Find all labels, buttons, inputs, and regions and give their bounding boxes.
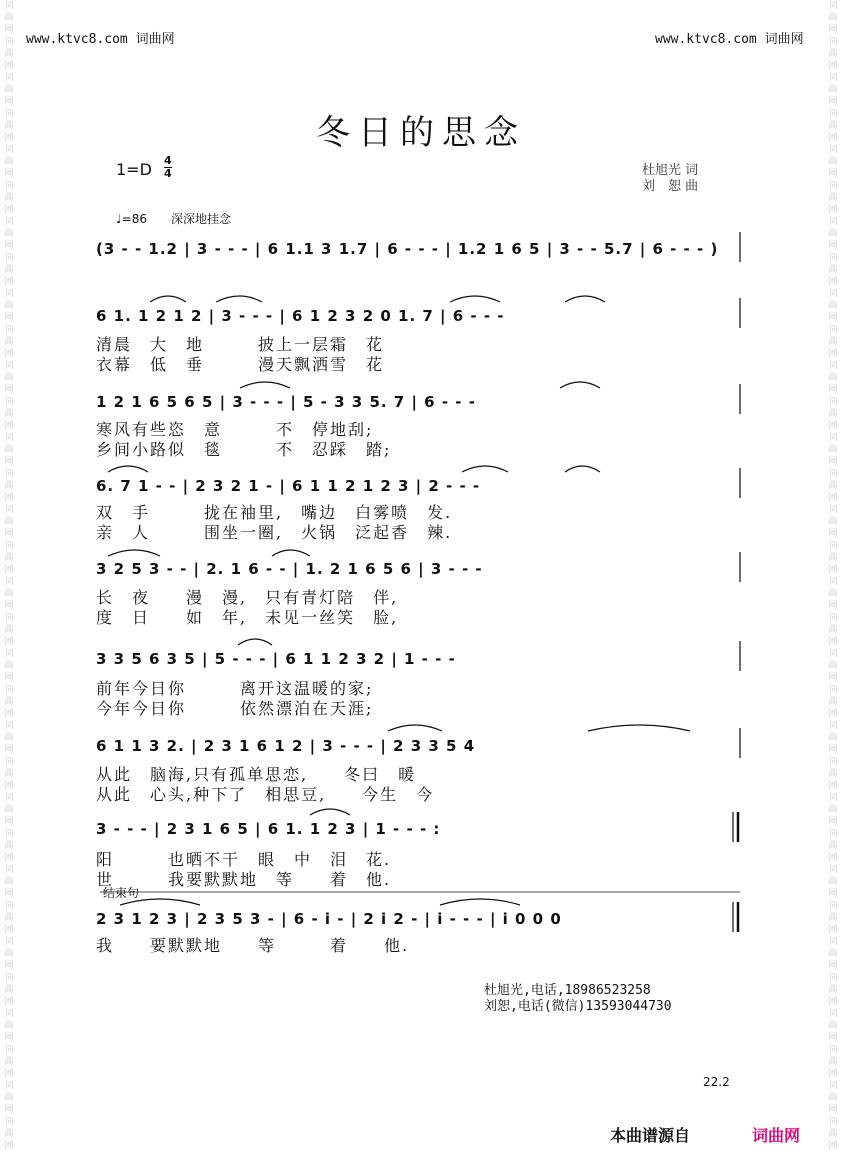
notation-line-3: 6. 7 1 - - | 2 3 2 1 - | 6 1 1 2 1 2 3 | 2 - - - xyxy=(96,477,481,495)
notation-line-1: 6 1. 1 2 1 2 | 3 - - - | 6 1 2 3 2 0 1. 7 | 6 - - - xyxy=(96,307,505,325)
lyric-line-6-verse-1: 从此 脑海,只有孤单思恋, 冬曰 暖 xyxy=(96,765,417,784)
slur-2 xyxy=(216,296,262,302)
page-number: 22.2 xyxy=(703,1075,730,1089)
lyric-line-4-verse-1: 长 夜 漫 漫, 只有青灯陪 伴, xyxy=(96,588,399,607)
slur-10 xyxy=(108,550,160,556)
slur-1 xyxy=(150,296,186,302)
lyricist: 杜旭光 词 xyxy=(642,163,699,178)
notation-line-5: 3 3 5 6 3 5 | 5 - - - | 6 1 1 2 3 2 | 1 - - - xyxy=(96,650,456,668)
slur-9 xyxy=(565,466,600,472)
lyric-line-8: 我 要默默地 等 着 他. xyxy=(96,936,410,955)
footer-brand-logo[interactable]: 词曲网 xyxy=(752,1126,801,1145)
lyric-line-7-verse-2: 世 我要默默地 等 着 他. xyxy=(96,870,392,889)
watermark-strip-left: 词曲网 词曲网 词曲网 词曲网 词曲网 词曲网 词曲网 词曲网 词曲网 词曲网 词曲网 词曲网 词曲网 词曲网 词曲网 词曲网 词曲网 词曲网 词曲网 词曲网 词曲网 词曲网 词曲网 词曲网 词曲网 词曲网 词曲网 词曲网 词曲网 词曲网 词曲网 词曲网 xyxy=(4,1,14,1151)
notation-line-6: 6 1 1 3 2. | 2 3 1 6 1 2 | 3 - - - | 2 3 3 5 4 xyxy=(96,737,476,755)
ending-label: 结束句 xyxy=(103,886,140,900)
notation-line-7: 3 - - - | 2 3 1 6 5 | 6 1. 1 2 3 | 1 - - - : xyxy=(96,820,441,838)
lyric-line-3-verse-1: 双 手 拢在袖里, 嘴边 白雾喷 发. xyxy=(96,503,453,522)
slur-17 xyxy=(440,899,520,905)
slur-5 xyxy=(240,382,290,388)
contact-composer: 刘恕,电话(微信)13593044730 xyxy=(484,999,672,1014)
slur-4 xyxy=(565,296,605,302)
lyric-line-1-verse-1: 清晨 大 地 披上一层霜 花 xyxy=(96,335,385,354)
lyric-line-1-verse-2: 衣幕 低 垂 漫天飘洒雪 花 xyxy=(96,355,385,374)
lyric-line-2-verse-2: 乡间小路似 毯 不 忍踩 踏; xyxy=(96,440,392,459)
contact-lyricist: 杜旭光,电话,18986523258 xyxy=(484,983,651,998)
lyric-line-4-verse-2: 度 日 如 年, 未见一丝笑 脸, xyxy=(96,608,399,627)
footer-source-label: 本曲谱源自 xyxy=(610,1126,691,1145)
lyric-line-6-verse-2: 从此 心头,种下了 相思豆, 今生 今 xyxy=(96,785,435,804)
slur-11 xyxy=(272,550,310,556)
tempo-marking: ♩=86 深深地挂念 xyxy=(116,212,231,226)
lyric-line-3-verse-2: 亲 人 围坐一圈, 火锅 泛起香 辣. xyxy=(96,523,453,542)
site-header-right[interactable]: www.ktvc8.com 词曲网 xyxy=(655,32,804,47)
notation-line-2: 1 2 1 6 5 6 5 | 3 - - - | 5 - 3 3 5. 7 | 6 - - - xyxy=(96,393,476,411)
slur-3 xyxy=(450,296,500,302)
lyric-line-7-verse-1: 阳 也晒不干 眼 中 泪 花. xyxy=(96,850,392,869)
composer: 刘 恕 曲 xyxy=(642,179,699,194)
lyric-line-5-verse-1: 前年今日你 离开这温暖的家; xyxy=(96,679,374,698)
slur-15 xyxy=(310,809,350,815)
slur-6 xyxy=(560,382,600,388)
slur-8 xyxy=(462,466,508,472)
key-signature: 1=D xyxy=(116,160,152,179)
notation-line-8: 2 3 1 2 3 | 2 3 5 3 - | 6 - i - | 2 i 2 - | i - - - | i 0 0 0 xyxy=(96,910,562,928)
slur-16 xyxy=(120,899,200,905)
slur-7 xyxy=(108,466,148,472)
intro-notation: (3 - - 1.2 | 3 - - - | 6 1.1 3 1.7 | 6 - - - | 1.2 1 6 5 | 3 - - 5.7 | 6 - - - ) xyxy=(96,240,719,258)
contact-info xyxy=(484,983,672,1015)
song-title: 冬日的思念 xyxy=(316,113,526,153)
time-signature: 4 4 xyxy=(164,154,172,180)
slur-12 xyxy=(238,639,272,645)
site-header-left[interactable]: www.ktvc8.com 词曲网 xyxy=(26,32,175,47)
lyric-line-5-verse-2: 今年今日你 依然漂泊在天涯; xyxy=(96,699,374,718)
slur-13 xyxy=(388,725,442,731)
lyric-line-2-verse-1: 寒风有些恣 意 不 停地刮; xyxy=(96,420,374,439)
watermark-strip-right: 词曲网 词曲网 词曲网 词曲网 词曲网 词曲网 词曲网 词曲网 词曲网 词曲网 词曲网 词曲网 词曲网 词曲网 词曲网 词曲网 词曲网 词曲网 词曲网 词曲网 词曲网 词曲网 词曲网 词曲网 词曲网 词曲网 词曲网 词曲网 词曲网 词曲网 词曲网 词曲网 xyxy=(828,1,838,1151)
slur-14 xyxy=(588,725,690,731)
notation-line-4: 3 2 5 3 - - | 2. 1 6 - - | 1. 2 1 6 5 6 | 3 - - - xyxy=(96,560,483,578)
